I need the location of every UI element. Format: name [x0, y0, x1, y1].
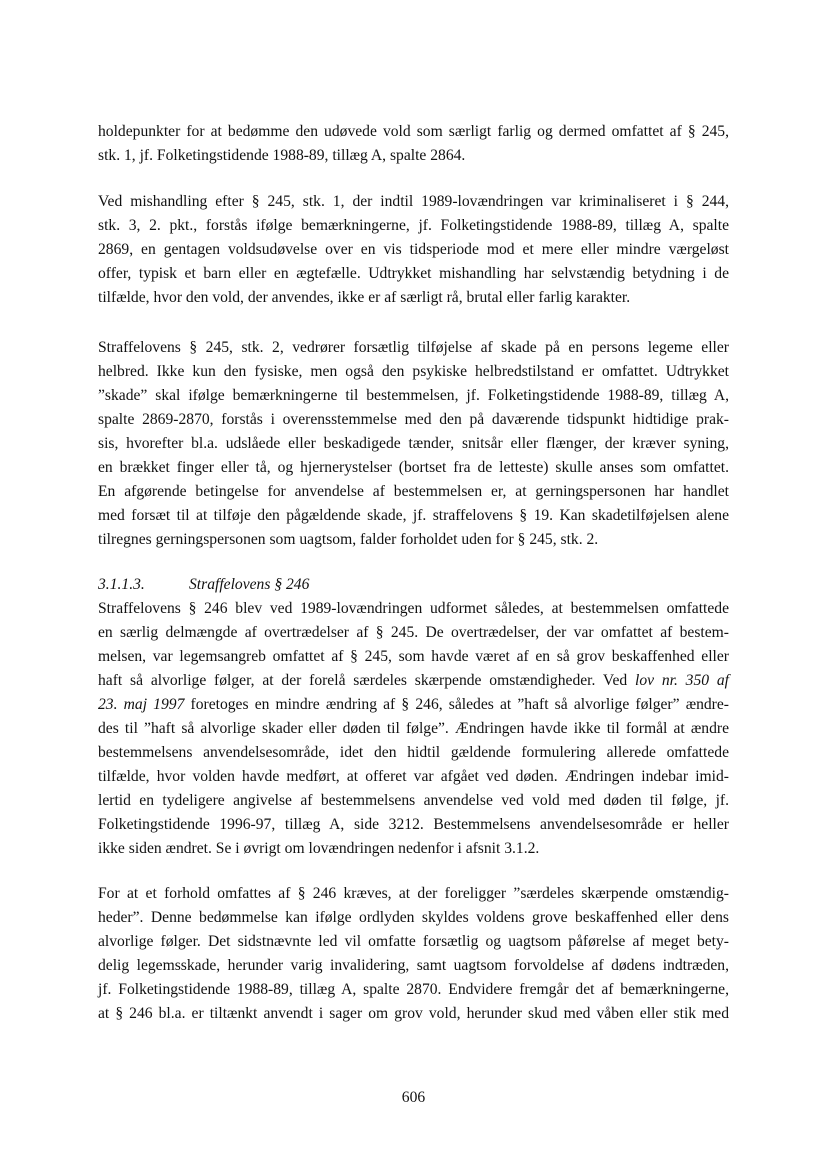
text-line: heder”. Denne bedømmelse kan ifølge ordlyden skyldes voldens grove beskaffenhed eller dens — [98, 909, 729, 926]
text-line: med forsæt til at tilføje den pågældende skade, jf. straffelovens § 19. Kan skadetilføjelsen alene — [98, 507, 729, 524]
text-line: En afgørende betingelse for anvendelse af bestemmelsen er, at gerningspersonen har handlet — [98, 483, 729, 500]
text-line: Folketingstidende 1996-97, tillæg A, side 3212. Bestemmelsens anvendelsesområde er heller — [98, 816, 729, 833]
text-line: holdepunkter for at bedømme den udøvede vold som særligt farlig og dermed omfattet af § 245, — [98, 123, 729, 140]
text-line: tilfælde, hvor den vold, der anvendes, ikke er af særligt rå, brutal eller farlig karakter. — [98, 289, 631, 306]
text-line: tilregnes gerningspersonen som uagtsom, falder forholdet uden for § 245, stk. 2. — [98, 531, 599, 548]
text-line: bestemmelsens anvendelsesområde, idet den hidtil gældende formulering allerede omfattede — [98, 744, 729, 761]
text-line: stk. 3, 2. pkt., forstås ifølge bemærkningerne, jf. Folketingstidende 1988-89, tillæg A, spalte — [98, 217, 729, 234]
text-line: alvorlige følger. Det sidstnævnte led vil omfatte forsætlig og uagtsom påførelse af meget bety- — [98, 933, 729, 950]
text-line: tilfælde, hvor volden havde medført, at offeret var afgået ved døden. Ændringen indebar imid- — [98, 768, 729, 785]
text-fragment: haft så alvorlige følger, at der forelå særdeles skærpende omstændigheder. Ved — [98, 672, 635, 689]
text-line — [98, 693, 729, 717]
text-line: en brækket finger eller tå, og hjernerystelser (bortset fra de letteste) skulle anses som omfattet. — [98, 459, 729, 476]
section-title: Straffelovens § 246 — [189, 576, 310, 593]
text-line: en særlig delmængde af overtrædelser af § 245. De overtrædelser, der var omfattet af bestem- — [98, 624, 729, 641]
text-line: lertid en tydeligere angivelse af bestemmelsens anvendelse ved vold med døden til følge, jf. — [98, 792, 729, 809]
text-line: jf. Folketingstidende 1988-89, tillæg A, spalte 2870. Endvidere fremgår det af bemærkningerne, — [98, 981, 729, 998]
text-line: des til ”haft så alvorlige skader eller døden til følge”. Ændringen havde ikke til formål at ændre — [98, 720, 729, 737]
text-line: helbred. Ikke kun den fysiske, men også den psykiske helbredstilstand er omfattet. Udtrykket — [98, 363, 729, 380]
law-reference: lov nr. 350 af — [634, 672, 729, 689]
text-line: sis, hvorefter bl.a. udslåede eller beskadigede tænder, snitsår eller flænger, der kræver syning, — [98, 435, 729, 452]
text-line: offer, typisk et barn eller en ægtefælle. Udtrykket mishandling har selvstændig betydning i de — [98, 265, 729, 282]
text-line: Straffelovens § 246 blev ved 1989-lovændringen udformet således, at bestemmelsen omfattede — [98, 600, 729, 617]
text-line: For at et forhold omfattes af § 246 kræves, at der foreligger ”særdeles skærpende omstændig- — [98, 885, 729, 902]
text-line: delig legemsskade, herunder varig invalidering, samt uagtsom forvoldelse af dødens indtræden, — [98, 957, 729, 974]
section-heading-line — [98, 573, 729, 597]
text-line: ”skade” skal ifølge bemærkningerne til bestemmelsen, jf. Folketingstidende 1988-89, tillæg A, — [98, 387, 729, 404]
page-number: 606 — [401, 1089, 426, 1106]
text-line: spalte 2869-2870, forstås i overensstemmelse med den på daværende tidspunkt hidtidige prak- — [98, 411, 729, 428]
text-fragment: foretoges en mindre ændring af § 246, således at ”haft så alvorlige følger” ændre- — [184, 696, 729, 713]
text-line: 2869, en gentagen voldsudøvelse over en vis tidsperiode mod et mere eller mindre værgeløst — [98, 241, 729, 258]
text-line: at § 246 bl.a. er tiltænkt anvendt i sager om grov vold, herunder skud med våben eller stik med — [98, 1005, 729, 1022]
law-reference-date: 23. maj 1997 — [98, 696, 185, 713]
text-line: Ved mishandling efter § 245, stk. 1, der indtil 1989-lovændringen var kriminaliseret i § 244, — [98, 193, 729, 210]
text-line: ikke siden ændret. Se i øvrigt om lovændringen nedenfor i afsnit 3.1.2. — [98, 840, 540, 857]
text-line: melsen, var legemsangreb omfattet af § 245, som havde været af en så grov beskaffenhed eller — [98, 648, 729, 665]
text-line: Straffelovens § 245, stk. 2, vedrører forsætlig tilføjelse af skade på en persons legeme eller — [98, 339, 729, 356]
text-line — [98, 669, 729, 693]
section-number: 3.1.1.3. — [98, 576, 145, 593]
text-line: stk. 1, jf. Folketingstidende 1988-89, tillæg A, spalte 2864. — [98, 147, 466, 164]
